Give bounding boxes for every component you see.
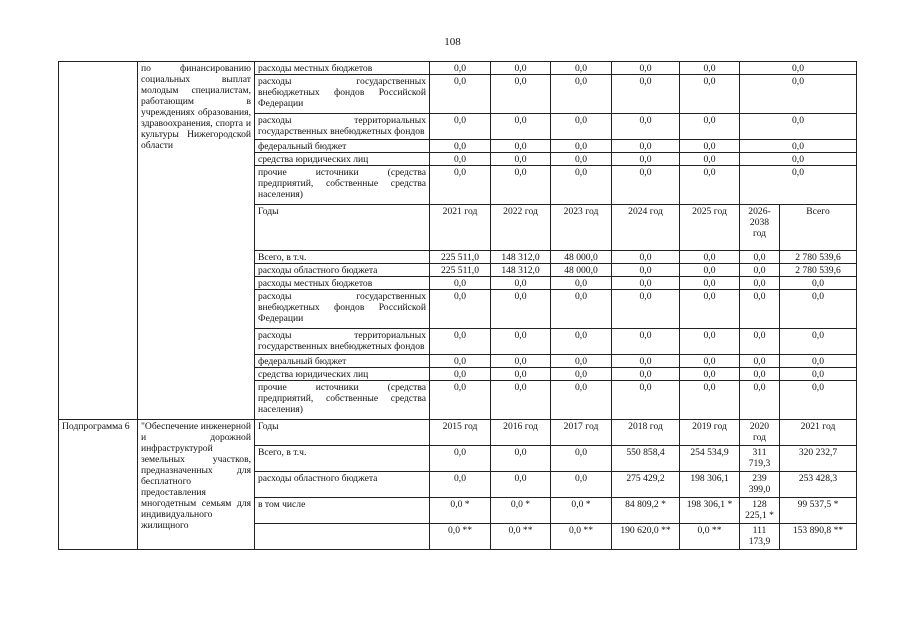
cell-value: 0,0 *: [551, 498, 612, 524]
cell-value: 0,0: [491, 472, 551, 498]
cell-value: 0,0: [491, 381, 551, 420]
row-label: расходы государственных внебюджетных фондов Российской Федерации: [255, 290, 430, 329]
cell-value: 0,0 **: [551, 524, 612, 550]
year-header: 2024 год: [612, 205, 680, 251]
cell-value: 190 620,0 **: [612, 524, 680, 550]
cell-value: 320 232,7: [780, 446, 857, 472]
cell-value: 0,0: [491, 114, 551, 140]
subprogram-description: "Обеспечение инженерной и дорожной инфраструктурой земельных участков, предназначенных для бесплатного предоставления многодетным семьям для индивидуального жилищного: [138, 420, 255, 550]
cell-value: 0,0: [780, 277, 857, 290]
cell-value: 0,0: [612, 140, 680, 153]
cell-value: 0,0: [612, 264, 680, 277]
cell-value: 0,0: [430, 290, 491, 329]
cell-value: 0,0: [491, 290, 551, 329]
cell-value: 0,0: [612, 75, 680, 114]
cell-value: 2 780 539,6: [780, 251, 857, 264]
page-number: 108: [444, 36, 461, 48]
cell-value: 0,0: [430, 75, 491, 114]
cell-value: 0,0: [551, 290, 612, 329]
cell-value: 0,0: [551, 472, 612, 498]
cell-value: 0,0: [491, 75, 551, 114]
year-header: 2025 год: [680, 205, 740, 251]
cell-total: 0,0: [740, 166, 857, 205]
empty-program-cell: [59, 62, 138, 420]
cell-value: 0,0: [491, 355, 551, 368]
cell-value: 0,0: [551, 381, 612, 420]
cell-value: 0,0: [680, 251, 740, 264]
years-label: Годы: [255, 205, 430, 251]
cell-value: 0,0: [430, 368, 491, 381]
cell-value: 0,0: [430, 329, 491, 355]
cell-value: 311 719,3: [740, 446, 780, 472]
cell-value: 0,0: [780, 381, 857, 420]
cell-value: 0,0: [491, 277, 551, 290]
row-label: расходы местных бюджетов: [255, 277, 430, 290]
cell-value: 0,0: [551, 166, 612, 205]
cell-value: 0,0: [491, 153, 551, 166]
cell-value: 0,0: [612, 368, 680, 381]
row-label: прочие источники (средства предприятий, собственные средства населения): [255, 381, 430, 420]
cell-value: 0,0: [430, 381, 491, 420]
year-header: 2016 год: [491, 420, 551, 446]
cell-value: 0,0: [680, 140, 740, 153]
cell-value: 0,0: [780, 368, 857, 381]
cell-value: 0,0: [612, 355, 680, 368]
cell-value: 0,0: [680, 381, 740, 420]
cell-value: 0,0: [612, 153, 680, 166]
cell-value: 0,0: [680, 290, 740, 329]
cell-value: 0,0: [680, 355, 740, 368]
years-header-row: [59, 420, 857, 446]
cell-value: 0,0: [680, 114, 740, 140]
cell-value: 253 428,3: [780, 472, 857, 498]
cell-total: 0,0: [740, 75, 857, 114]
cell-value: 0,0: [430, 153, 491, 166]
year-header: 2015 год: [430, 420, 491, 446]
cell-value: 0,0: [680, 153, 740, 166]
year-header: 2026-2038 год: [740, 205, 780, 251]
cell-value: 0,0 *: [430, 498, 491, 524]
cell-value: 2 780 539,6: [780, 264, 857, 277]
year-header: Всего: [780, 205, 857, 251]
cell-value: 0,0: [612, 166, 680, 205]
cell-value: 148 312,0: [491, 251, 551, 264]
cell-value: 0,0: [740, 264, 780, 277]
cell-value: 0,0: [551, 277, 612, 290]
program-description: по финансированию социальных выплат молодым специалистам, работающим в учреждениях образования, здравоохранения, спорта и культуры Нижегородской области: [138, 62, 255, 420]
cell-value: 0,0: [430, 62, 491, 75]
row-label: Всего, в т.ч.: [255, 446, 430, 472]
row-label: расходы областного бюджета: [255, 264, 430, 277]
cell-value: 0,0: [680, 75, 740, 114]
row-label: расходы местных бюджетов: [255, 62, 430, 75]
year-header: 2022 год: [491, 205, 551, 251]
cell-value: 0,0: [430, 277, 491, 290]
cell-value: 0,0: [430, 114, 491, 140]
cell-total: 0,0: [740, 114, 857, 140]
cell-value: 0,0: [612, 329, 680, 355]
cell-value: 0,0: [491, 166, 551, 205]
cell-value: 0,0: [551, 153, 612, 166]
cell-value: 0,0: [551, 114, 612, 140]
row-label: Всего, в т.ч.: [255, 251, 430, 264]
cell-value: 0,0: [612, 277, 680, 290]
years-label: Годы: [255, 420, 430, 446]
cell-value: 0,0: [740, 251, 780, 264]
cell-value: 148 312,0: [491, 264, 551, 277]
cell-value: 0,0: [740, 290, 780, 329]
cell-value: 0,0: [551, 368, 612, 381]
cell-value: 0,0: [612, 62, 680, 75]
row-label: [255, 524, 430, 550]
cell-value: 0,0: [680, 368, 740, 381]
row-label: расходы областного бюджета: [255, 472, 430, 498]
row-label: расходы территориальных государственных внебюджетных фондов: [255, 114, 430, 140]
cell-value: 0,0: [491, 329, 551, 355]
cell-value: 0,0: [740, 381, 780, 420]
cell-value: 0,0: [491, 140, 551, 153]
year-header: 2021 год: [430, 205, 491, 251]
cell-value: 0,0 **: [680, 524, 740, 550]
year-header: 2017 год: [551, 420, 612, 446]
cell-value: 0,0: [491, 62, 551, 75]
cell-value: 0,0: [740, 355, 780, 368]
cell-value: 0,0: [680, 277, 740, 290]
cell-value: 0,0: [430, 355, 491, 368]
year-header: 2021 год: [780, 420, 857, 446]
cell-value: 254 534,9: [680, 446, 740, 472]
row-label: расходы государственных внебюджетных фондов Российской Федерации: [255, 75, 430, 114]
cell-value: 239 399,0: [740, 472, 780, 498]
cell-value: 275 429,2: [612, 472, 680, 498]
cell-value: 153 890,8 **: [780, 524, 857, 550]
cell-value: 0,0: [612, 381, 680, 420]
year-header: 2023 год: [551, 205, 612, 251]
cell-total: 0,0: [740, 140, 857, 153]
cell-value: 0,0: [551, 140, 612, 153]
cell-value: 128 225,1 *: [740, 498, 780, 524]
cell-value: 0,0 *: [491, 498, 551, 524]
year-header: 2019 год: [680, 420, 740, 446]
cell-value: 0,0: [430, 140, 491, 153]
cell-value: 198 306,1 *: [680, 498, 740, 524]
row-label: средства юридических лиц: [255, 368, 430, 381]
cell-value: 225 511,0: [430, 264, 491, 277]
cell-value: 0,0: [780, 355, 857, 368]
cell-value: 0,0: [430, 472, 491, 498]
cell-value: 0,0: [612, 114, 680, 140]
cell-value: 225 511,0: [430, 251, 491, 264]
cell-value: 0,0 **: [491, 524, 551, 550]
table-row: [59, 62, 857, 75]
cell-value: 0,0: [740, 368, 780, 381]
cell-value: 0,0: [740, 329, 780, 355]
cell-value: 48 000,0: [551, 264, 612, 277]
cell-value: 198 306,1: [680, 472, 740, 498]
cell-value: 111 173,9: [740, 524, 780, 550]
row-label: федеральный бюджет: [255, 140, 430, 153]
financing-table: [58, 61, 857, 550]
row-label: прочие источники (средства предприятий, собственные средства населения): [255, 166, 430, 205]
cell-value: 0,0: [780, 290, 857, 329]
cell-value: 0,0: [491, 446, 551, 472]
cell-value: 0,0: [680, 62, 740, 75]
cell-value: 0,0: [612, 251, 680, 264]
cell-value: 0,0: [680, 166, 740, 205]
row-label: в том числе: [255, 498, 430, 524]
cell-value: 99 537,5 *: [780, 498, 857, 524]
row-label: средства юридических лиц: [255, 153, 430, 166]
cell-value: 0,0: [551, 446, 612, 472]
cell-value: 0,0: [551, 62, 612, 75]
year-header: 2018 год: [612, 420, 680, 446]
cell-value: 48 000,0: [551, 251, 612, 264]
cell-value: 0,0: [491, 368, 551, 381]
cell-value: 0,0: [680, 264, 740, 277]
cell-value: 550 858,4: [612, 446, 680, 472]
cell-value: 0,0: [780, 329, 857, 355]
cell-value: 0,0 **: [430, 524, 491, 550]
subprogram-name: Подпрограмма 6: [59, 420, 138, 550]
row-label: расходы территориальных государственных внебюджетных фондов: [255, 329, 430, 355]
cell-total: 0,0: [740, 62, 857, 75]
cell-value: 0,0: [680, 329, 740, 355]
cell-value: 0,0: [551, 329, 612, 355]
row-label: федеральный бюджет: [255, 355, 430, 368]
cell-value: 0,0: [430, 166, 491, 205]
cell-value: 0,0: [740, 277, 780, 290]
cell-value: 84 809,2 *: [612, 498, 680, 524]
cell-value: 0,0: [612, 290, 680, 329]
cell-total: 0,0: [740, 153, 857, 166]
year-header: 2020 год: [740, 420, 780, 446]
cell-value: 0,0: [551, 75, 612, 114]
cell-value: 0,0: [430, 446, 491, 472]
cell-value: 0,0: [551, 355, 612, 368]
